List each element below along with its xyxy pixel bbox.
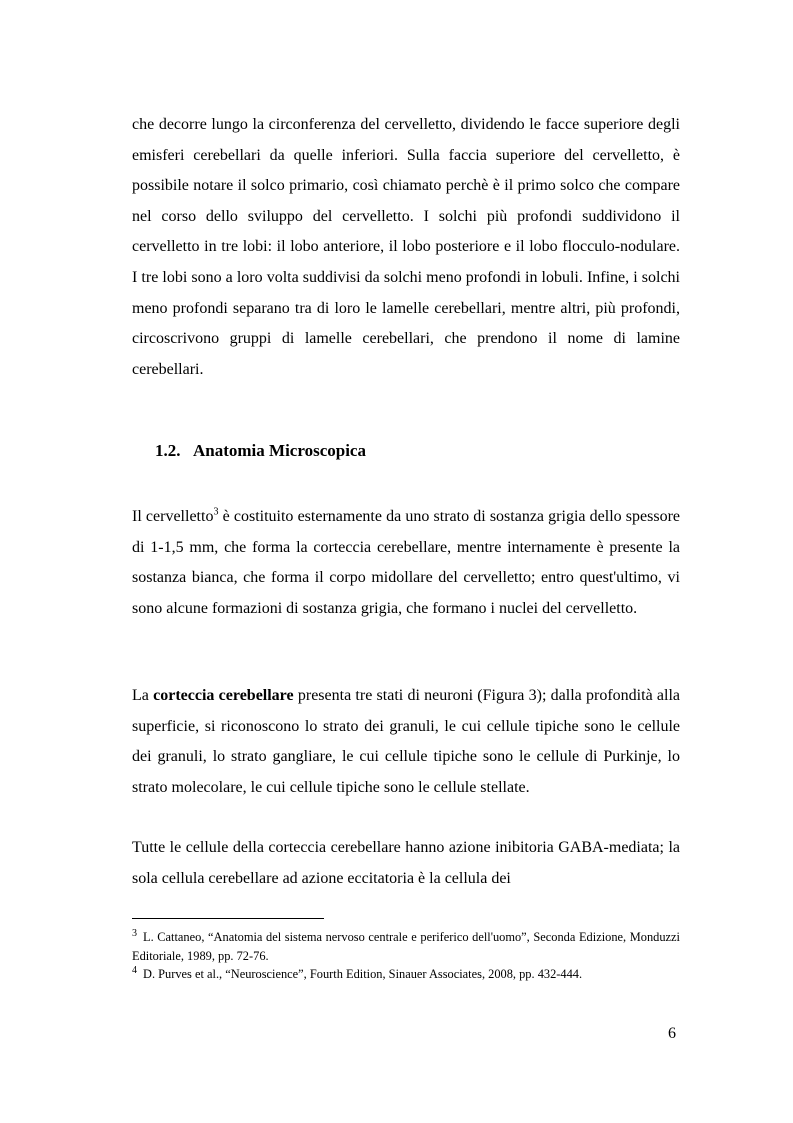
footnote-mark: 4 (132, 964, 137, 976)
paragraph-cerebellum-structure (132, 502, 680, 624)
paragraph-text: che decorre lungo la circonferenza del cervelletto, dividendo le facce superiore degli emisferi cerebellari da quelle inferiori. Sulla faccia superiore del cervelletto, è possibile notare il solco primario, così chiamato perchè è il primo solco che compare nel corso dello sviluppo del cervelletto. I solchi più profondi suddividono il cervelletto in tre lobi: il lobo anteriore, il lobo posteriore e il lobo flocculo-nodulare. I tre lobi sono a loro volta suddivisi da solchi meno profondi in lobuli. Infine, i solchi meno profondi separano tra di loro le lamelle cerebellari, mentre altri, più profondi, circoscrivono gruppi di lamelle cerebellari, che prendono il nome di lamine cerebellari. (132, 116, 680, 378)
paragraph-text: presenta tre stati di neuroni (Figura 3); dalla profondità alla superficie, si riconoscono lo strato dei granuli, le cui cellule tipiche sono le cellule dei granuli, lo strato gangliare, le cui cellule tipiche sono le cellule di Purkinje, lo strato molecolare, le cui cellule tipiche sono le cellule stellate. (132, 687, 681, 796)
section-heading (155, 441, 366, 461)
section-number: 1.2. (155, 441, 181, 460)
paragraph-cerebellar-cortex (132, 681, 680, 803)
bold-term: corteccia cerebellare (153, 687, 294, 704)
footnote-text: L. Cattaneo, “Anatomia del sistema nervoso centrale e periferico dell'uomo”, Seconda Edizione, Monduzzi Editoriale, 1989, pp. 72-76. (132, 930, 680, 963)
footnote-reference: 3 (213, 506, 219, 518)
paragraph-cerebellum-lobes (132, 110, 680, 385)
section-title: Anatomia Microscopica (193, 441, 366, 460)
paragraph-gaba-cells (132, 833, 680, 894)
page-number: 6 (668, 1025, 676, 1042)
footnote-3 (132, 928, 680, 965)
paragraph-text: Il cervelletto (132, 508, 214, 525)
footnote-separator (132, 918, 324, 919)
footnote-mark: 3 (132, 927, 137, 939)
paragraph-text: La (132, 687, 154, 704)
footnote-4 (132, 965, 680, 984)
footnote-text: D. Purves et al., “Neuroscience”, Fourth Edition, Sinauer Associates, 2008, pp. 432-444. (143, 967, 583, 981)
paragraph-text: è costituito esternamente da uno strato di sostanza grigia dello spessore di 1-1,5 mm, che forma la corteccia cerebellare, mentre internamente è presente la sostanza bianca, che forma il corpo midollare del cervelletto; entro quest'ultimo, vi sono alcune formazioni di sostanza grigia, che formano i nuclei del cervelletto. (132, 508, 681, 617)
paragraph-text: Tutte le cellule della corteccia cerebellare hanno azione inibitoria GABA-mediata; la sola cellula cerebellare ad azione eccitatoria è la cellula dei (132, 839, 680, 887)
